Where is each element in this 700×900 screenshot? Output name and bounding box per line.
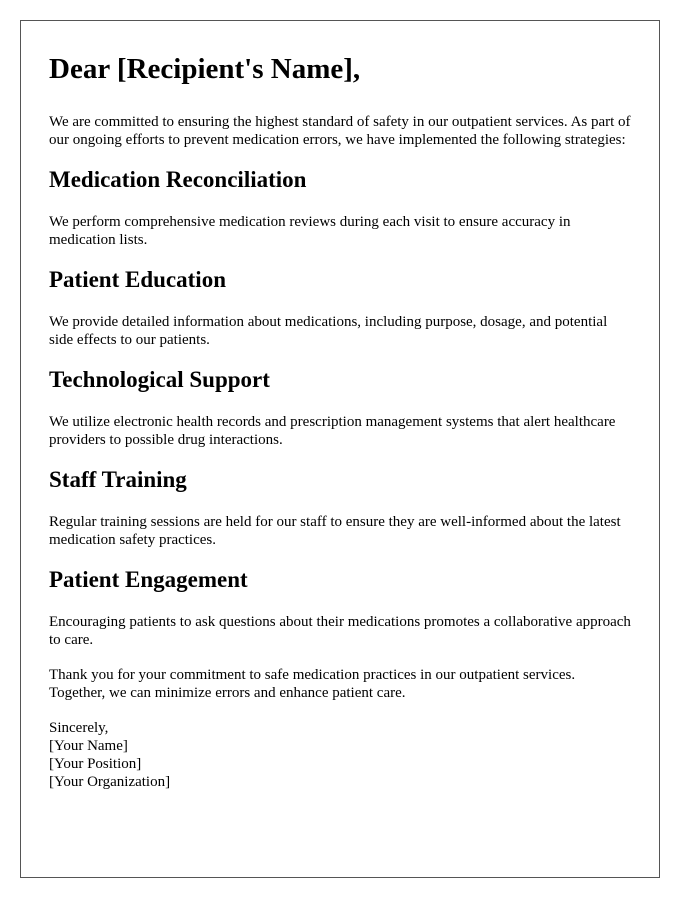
intro-paragraph: We are committed to ensuring the highest standard of safety in our outpatient services. As part of our ongoing efforts to prevent medication errors, we have implemented the following strategies:: [49, 114, 631, 148]
section-body-patient-education: We provide detailed information about medications, including purpose, dosage, and potential side effects to our patients.: [49, 314, 608, 348]
section-heading-patient-education: Patient Education: [49, 267, 226, 292]
greeting: Dear [Recipient's Name],: [49, 53, 361, 85]
letter-page: [20, 20, 660, 878]
signer-name: [Your Name]: [49, 738, 128, 754]
section-body-staff-training: Regular training sessions are held for our staff to ensure they are well-informed about the latest medication safety practices.: [49, 514, 621, 548]
signer-position: [Your Position]: [49, 756, 142, 772]
section-heading-staff-training: Staff Training: [49, 467, 187, 492]
section-heading-technological-support: Technological Support: [49, 367, 270, 392]
valediction: Sincerely,: [49, 720, 109, 736]
signature-block: [49, 719, 631, 791]
signer-organization: [Your Organization]: [49, 774, 171, 790]
section-body-patient-engagement: Encouraging patients to ask questions about their medications promotes a collaborative approach to care.: [49, 614, 631, 648]
section-body-medication-reconciliation: We perform comprehensive medication reviews during each visit to ensure accuracy in medication lists.: [49, 214, 571, 248]
closing-paragraph: Thank you for your commitment to safe medication practices in our outpatient services. Together, we can minimize errors and enhance patient care.: [49, 667, 576, 701]
section-body-technological-support: We utilize electronic health records and prescription management systems that alert healthcare providers to possible drug interactions.: [49, 414, 616, 448]
section-heading-patient-engagement: Patient Engagement: [49, 567, 248, 592]
section-heading-medication-reconciliation: Medication Reconciliation: [49, 167, 307, 192]
